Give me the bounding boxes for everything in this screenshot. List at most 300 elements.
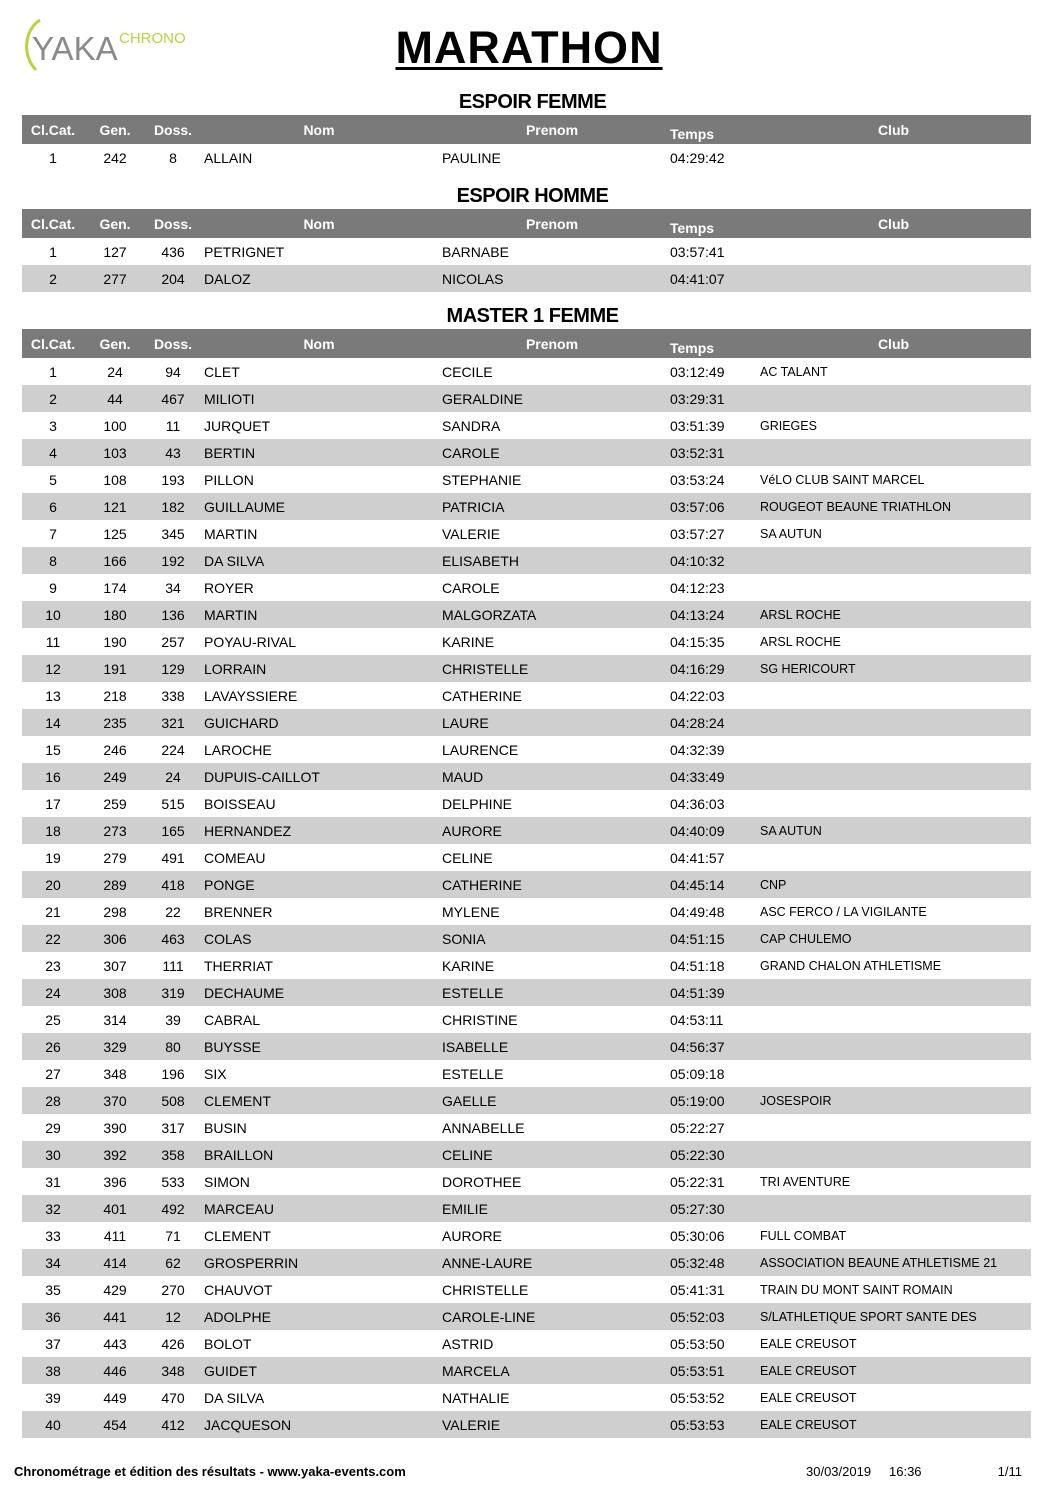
cell-doss: 43 — [146, 439, 200, 466]
cell-nom: CHAUVOT — [204, 1281, 273, 1298]
cell-prenom: NICOLAS — [438, 265, 666, 292]
cell-gen: 259 — [103, 795, 127, 812]
cell-temps: 04:16:29 — [666, 655, 756, 682]
table-row — [22, 1222, 1031, 1249]
cell-clcat: 32 — [22, 1195, 84, 1222]
cell-prenom: CHRISTELLE — [438, 655, 666, 682]
cell-nom: SIMON — [204, 1173, 250, 1190]
cell-temps: 04:36:03 — [670, 795, 725, 812]
cell-doss: 463 — [146, 925, 200, 952]
table-row — [22, 628, 1031, 655]
cell-nom: JACQUESON — [200, 1411, 438, 1438]
cell-temps: 04:51:39 — [666, 979, 756, 1006]
cell-club: GRIEGES — [760, 418, 817, 433]
cell-prenom: ESTELLE — [438, 979, 666, 1006]
cell-clcat: 35 — [45, 1281, 61, 1298]
footer-time: 16:36 — [889, 1464, 922, 1479]
table-row — [22, 1168, 1031, 1195]
cell-clcat: 1 — [49, 243, 57, 260]
cell-prenom: LAURENCE — [442, 741, 519, 758]
cell-doss: 129 — [146, 655, 200, 682]
cell-clcat: 30 — [22, 1141, 84, 1168]
table-row — [22, 898, 1031, 925]
cell-clcat: 14 — [22, 709, 84, 736]
cell-club: FULL COMBAT — [760, 1228, 847, 1243]
cell-nom: THERRIAT — [204, 957, 273, 974]
cell-nom: HERNANDEZ — [200, 817, 438, 844]
cell-clcat: 37 — [45, 1335, 61, 1352]
cell-prenom: KARINE — [442, 633, 495, 650]
cell-gen: 246 — [103, 741, 127, 758]
table-row — [22, 265, 1031, 292]
cell-nom: CLEMENT — [204, 1227, 271, 1244]
cell-clcat: 3 — [49, 417, 57, 434]
cell-doss: 111 — [162, 957, 184, 974]
cell-gen: 414 — [84, 1249, 146, 1276]
cell-prenom: MALGORZATA — [438, 601, 666, 628]
cell-gen: 329 — [84, 1033, 146, 1060]
column-header-prenom: Prenom — [438, 115, 666, 144]
cell-temps: 05:22:27 — [670, 1119, 725, 1136]
cell-clcat: 11 — [45, 633, 61, 650]
table-row — [22, 1384, 1031, 1411]
cell-gen: 24 — [107, 363, 123, 380]
cell-clcat: 1 — [49, 149, 57, 166]
cell-temps: 04:33:49 — [666, 763, 756, 790]
cell-doss: 80 — [146, 1033, 200, 1060]
cell-prenom: PATRICIA — [438, 493, 666, 520]
table-row — [22, 574, 1031, 601]
cell-temps: 04:15:35 — [670, 633, 725, 650]
cell-club — [756, 265, 1031, 292]
cell-temps: 05:53:50 — [670, 1335, 725, 1352]
cell-nom: CLET — [204, 363, 240, 380]
cell-clcat: 24 — [22, 979, 84, 1006]
cell-temps: 03:57:27 — [670, 525, 725, 542]
cell-nom: GROSPERRIN — [200, 1249, 438, 1276]
cell-club: ASSOCIATION BEAUNE ATHLETISME 21 — [756, 1249, 1031, 1276]
cell-prenom: ESTELLE — [442, 1065, 504, 1082]
cell-gen: 392 — [84, 1141, 146, 1168]
cell-club — [756, 1006, 1031, 1033]
cell-club — [756, 439, 1031, 466]
cell-doss: 426 — [161, 1335, 185, 1352]
cell-club: EALE CREUSOT — [756, 1411, 1031, 1438]
column-header-clcat: Cl.Cat. — [22, 329, 84, 358]
cell-temps: 05:27:30 — [666, 1195, 756, 1222]
cell-nom: COLAS — [200, 925, 438, 952]
table-row — [22, 1033, 1031, 1060]
cell-doss: 182 — [146, 493, 200, 520]
cell-doss: 317 — [161, 1119, 185, 1136]
cell-club — [756, 144, 1031, 171]
cell-club: ARSL ROCHE — [760, 634, 841, 649]
cell-nom: LAVAYSSIERE — [204, 687, 298, 704]
table-row — [22, 520, 1031, 547]
cell-prenom: MYLENE — [442, 903, 500, 920]
column-header-doss: Doss. — [146, 329, 200, 358]
cell-gen: 401 — [84, 1195, 146, 1222]
cell-prenom: VALERIE — [442, 525, 501, 542]
cell-doss: 515 — [161, 795, 185, 812]
logo-main-text: YAKA — [32, 30, 118, 67]
cell-temps: 05:30:06 — [670, 1227, 725, 1244]
cell-temps: 04:13:24 — [666, 601, 756, 628]
cell-club: ARSL ROCHE — [756, 601, 1031, 628]
table-row — [22, 144, 1031, 171]
column-header-club: Club — [756, 329, 1031, 358]
cell-clcat: 13 — [45, 687, 61, 704]
logo-sup-text: CHRONO — [119, 30, 186, 47]
cell-club: SA AUTUN — [756, 817, 1031, 844]
cell-club — [756, 385, 1031, 412]
cell-gen: 191 — [84, 655, 146, 682]
column-header-temps: Temps — [666, 209, 756, 238]
cell-club — [756, 1114, 1031, 1141]
cell-clcat: 31 — [45, 1173, 61, 1190]
cell-gen: 235 — [84, 709, 146, 736]
cell-prenom: DOROTHEE — [442, 1173, 522, 1190]
cell-doss: 193 — [161, 471, 185, 488]
cell-temps: 04:41:07 — [666, 265, 756, 292]
cell-nom: DA SILVA — [204, 1389, 265, 1406]
column-header-prenom: Prenom — [438, 329, 666, 358]
table-row — [22, 1357, 1031, 1384]
cell-nom: PONGE — [200, 871, 438, 898]
cell-temps: 05:53:52 — [670, 1389, 725, 1406]
table-row — [22, 1276, 1031, 1303]
cell-doss: 436 — [161, 243, 185, 260]
cell-gen: 348 — [103, 1065, 127, 1082]
table-row — [22, 709, 1031, 736]
table-row — [22, 790, 1031, 817]
cell-temps: 04:53:11 — [670, 1011, 724, 1028]
cell-nom: CLEMENT — [200, 1087, 438, 1114]
cell-temps: 04:22:03 — [670, 687, 725, 704]
cell-gen: 298 — [103, 903, 127, 920]
cell-prenom: CAROLE-LINE — [438, 1303, 666, 1330]
cell-club: EALE CREUSOT — [760, 1336, 857, 1351]
table-row — [22, 412, 1031, 439]
results-table — [22, 115, 1031, 171]
cell-prenom: ASTRID — [442, 1335, 494, 1352]
cell-temps: 05:22:30 — [666, 1141, 756, 1168]
cell-temps: 03:52:31 — [666, 439, 756, 466]
cell-gen: 273 — [84, 817, 146, 844]
cell-doss: 8 — [169, 149, 177, 166]
cell-doss: 508 — [146, 1087, 200, 1114]
cell-club: GRAND CHALON ATHLETISME — [760, 958, 942, 973]
cell-temps: 05:41:31 — [670, 1281, 725, 1298]
cell-doss: 165 — [146, 817, 200, 844]
cell-clcat: 20 — [22, 871, 84, 898]
cell-club — [756, 238, 1031, 265]
cell-club — [756, 1141, 1031, 1168]
cell-temps: 04:29:42 — [670, 149, 725, 166]
cell-gen: 443 — [103, 1335, 127, 1352]
table-row — [22, 358, 1031, 385]
cell-club: S/LATHLETIQUE SPORT SANTE DES — [756, 1303, 1031, 1330]
cell-club — [756, 1033, 1031, 1060]
column-header-nom: Nom — [200, 209, 438, 238]
cell-doss: 470 — [161, 1389, 185, 1406]
cell-gen: 307 — [103, 957, 127, 974]
cell-clcat: 33 — [45, 1227, 61, 1244]
cell-gen: 249 — [84, 763, 146, 790]
cell-prenom: BARNABE — [442, 243, 509, 260]
table-row — [22, 736, 1031, 763]
cell-prenom: ANNABELLE — [442, 1119, 525, 1136]
cell-clcat: 4 — [22, 439, 84, 466]
cell-club: SG HERICOURT — [756, 655, 1031, 682]
section-title: ESPOIR FEMME — [458, 91, 607, 113]
page-title: MARATHON — [395, 22, 663, 73]
cell-prenom: CATHERINE — [438, 871, 666, 898]
cell-club: AC TALANT — [760, 364, 828, 379]
cell-doss: 34 — [165, 579, 181, 596]
cell-gen: 411 — [103, 1227, 127, 1244]
cell-gen: 308 — [84, 979, 146, 1006]
cell-club: CNP — [756, 871, 1031, 898]
cell-nom: BERTIN — [200, 439, 438, 466]
cell-clcat: 6 — [22, 493, 84, 520]
cell-temps: 03:12:49 — [670, 363, 725, 380]
footer-page-number: 1/11 — [997, 1464, 1022, 1479]
table-row — [22, 238, 1031, 265]
table-row — [22, 1411, 1031, 1438]
table-header-row — [22, 115, 1031, 144]
table-row — [22, 1006, 1031, 1033]
cell-prenom: ELISABETH — [438, 547, 666, 574]
cell-clcat: 22 — [22, 925, 84, 952]
section-title: ESPOIR HOMME — [456, 185, 609, 207]
cell-clcat: 28 — [22, 1087, 84, 1114]
table-row — [22, 871, 1031, 898]
cell-doss: 12 — [146, 1303, 200, 1330]
cell-doss: 418 — [146, 871, 200, 898]
cell-nom: PILLON — [204, 471, 254, 488]
column-header-prenom: Prenom — [438, 209, 666, 238]
table-row — [22, 547, 1031, 574]
cell-prenom: MAUD — [438, 763, 666, 790]
cell-prenom: EMILIE — [438, 1195, 666, 1222]
cell-clcat: 34 — [22, 1249, 84, 1276]
cell-clcat: 39 — [45, 1389, 61, 1406]
cell-nom: BUYSSE — [200, 1033, 438, 1060]
cell-prenom: VALERIE — [438, 1411, 666, 1438]
cell-doss: 204 — [146, 265, 200, 292]
table-row — [22, 817, 1031, 844]
section-title: MASTER 1 FEMME — [446, 305, 619, 327]
cell-temps: 03:57:41 — [670, 243, 725, 260]
cell-gen: 279 — [103, 849, 127, 866]
cell-clcat: 21 — [45, 903, 61, 920]
cell-clcat: 7 — [49, 525, 57, 542]
cell-club — [756, 736, 1031, 763]
cell-doss: 491 — [161, 849, 185, 866]
cell-club — [756, 709, 1031, 736]
cell-gen: 277 — [84, 265, 146, 292]
column-header-doss: Doss. — [146, 209, 200, 238]
cell-clcat: 1 — [49, 363, 57, 380]
cell-clcat: 2 — [22, 385, 84, 412]
section-espoir-femme — [22, 89, 1031, 171]
table-row — [22, 1330, 1031, 1357]
cell-nom: BOLOT — [204, 1335, 252, 1352]
cell-clcat: 5 — [49, 471, 57, 488]
cell-prenom: GAELLE — [438, 1087, 666, 1114]
cell-prenom: DELPHINE — [442, 795, 513, 812]
cell-club — [756, 844, 1031, 871]
cell-gen: 289 — [84, 871, 146, 898]
cell-clcat: 2 — [22, 265, 84, 292]
column-header-doss: Doss. — [146, 115, 200, 144]
cell-club — [756, 763, 1031, 790]
cell-club: ASC FERCO / LA VIGILANTE — [760, 904, 927, 919]
cell-doss: 338 — [161, 687, 185, 704]
cell-temps: 03:51:39 — [670, 417, 725, 434]
cell-gen: 174 — [103, 579, 127, 596]
cell-temps: 04:28:24 — [666, 709, 756, 736]
cell-clcat: 36 — [22, 1303, 84, 1330]
cell-nom: ADOLPHE — [200, 1303, 438, 1330]
cell-nom: BRAILLON — [200, 1141, 438, 1168]
footer-credit: Chronométrage et édition des résultats - www.yaka-events.com — [14, 1464, 406, 1479]
cell-doss: 348 — [146, 1357, 200, 1384]
cell-doss: 358 — [146, 1141, 200, 1168]
cell-prenom: ISABELLE — [438, 1033, 666, 1060]
cell-club: ROUGEOT BEAUNE TRIATHLON — [756, 493, 1031, 520]
table-row — [22, 1087, 1031, 1114]
cell-gen: 103 — [84, 439, 146, 466]
cell-nom: MARTIN — [200, 601, 438, 628]
cell-doss: 94 — [165, 363, 181, 380]
cell-club: TRAIN DU MONT SAINT ROMAIN — [760, 1282, 953, 1297]
table-row — [22, 493, 1031, 520]
cell-temps: 05:52:03 — [666, 1303, 756, 1330]
table-row — [22, 1060, 1031, 1087]
cell-doss: 467 — [146, 385, 200, 412]
cell-nom: COMEAU — [204, 849, 266, 866]
table-row — [22, 601, 1031, 628]
table-row — [22, 1249, 1031, 1276]
cell-gen: 100 — [103, 417, 127, 434]
cell-gen: 190 — [103, 633, 127, 650]
cell-club — [756, 790, 1031, 817]
cell-prenom: STEPHANIE — [442, 471, 522, 488]
section-master-1-femme — [22, 303, 1031, 1438]
column-header-nom: Nom — [200, 329, 438, 358]
cell-prenom: SONIA — [438, 925, 666, 952]
cell-temps: 05:32:48 — [666, 1249, 756, 1276]
cell-nom: JURQUET — [204, 417, 271, 434]
cell-temps: 04:10:32 — [666, 547, 756, 574]
cell-nom: POYAU-RIVAL — [204, 633, 297, 650]
cell-gen: 441 — [84, 1303, 146, 1330]
cell-temps: 05:19:00 — [666, 1087, 756, 1114]
cell-temps: 04:40:09 — [666, 817, 756, 844]
table-header-row — [22, 329, 1031, 358]
cell-prenom: SANDRA — [442, 417, 501, 434]
cell-nom: GUICHARD — [200, 709, 438, 736]
table-row — [22, 682, 1031, 709]
cell-prenom: CHRISTELLE — [442, 1281, 529, 1298]
cell-clcat: 10 — [22, 601, 84, 628]
cell-nom: MARTIN — [204, 525, 258, 542]
cell-temps: 05:09:18 — [670, 1065, 725, 1082]
table-row — [22, 979, 1031, 1006]
cell-nom: BOISSEAU — [204, 795, 276, 812]
column-header-club: Club — [756, 209, 1031, 238]
page-footer — [14, 1464, 1022, 1484]
cell-gen: 166 — [84, 547, 146, 574]
table-row — [22, 655, 1031, 682]
column-header-temps: Temps — [666, 329, 756, 358]
cell-gen: 390 — [103, 1119, 127, 1136]
cell-doss: 321 — [146, 709, 200, 736]
cell-doss: 345 — [161, 525, 185, 542]
cell-gen: 454 — [84, 1411, 146, 1438]
column-header-nom: Nom — [200, 115, 438, 144]
table-row — [22, 1195, 1031, 1222]
cell-gen: 125 — [103, 525, 127, 542]
column-header-clcat: Cl.Cat. — [22, 209, 84, 238]
cell-doss: 319 — [146, 979, 200, 1006]
cell-prenom: GERALDINE — [438, 385, 666, 412]
cell-temps: 03:53:24 — [670, 471, 725, 488]
cell-temps: 04:32:39 — [670, 741, 725, 758]
cell-gen: 396 — [103, 1173, 127, 1190]
cell-temps: 05:53:53 — [666, 1411, 756, 1438]
cell-nom: GUIDET — [200, 1357, 438, 1384]
cell-temps: 04:12:23 — [670, 579, 725, 596]
cell-nom: SIX — [204, 1065, 227, 1082]
cell-prenom: CAROLE — [438, 439, 666, 466]
cell-prenom: KARINE — [442, 957, 495, 974]
cell-prenom: CHRISTINE — [442, 1011, 518, 1028]
column-header-clcat: Cl.Cat. — [22, 115, 84, 144]
cell-doss: 62 — [146, 1249, 200, 1276]
cell-temps: 03:29:31 — [666, 385, 756, 412]
cell-nom: DA SILVA — [200, 547, 438, 574]
cell-clcat: 17 — [45, 795, 61, 812]
cell-gen: 446 — [84, 1357, 146, 1384]
cell-nom: ROYER — [204, 579, 254, 596]
table-row — [22, 952, 1031, 979]
cell-temps: 04:56:37 — [666, 1033, 756, 1060]
cell-doss: 270 — [161, 1281, 185, 1298]
cell-nom: LORRAIN — [200, 655, 438, 682]
cell-prenom: ANNE-LAURE — [438, 1249, 666, 1276]
cell-doss: 24 — [146, 763, 200, 790]
cell-gen: 121 — [84, 493, 146, 520]
cell-clcat: 19 — [45, 849, 61, 866]
results-table — [22, 329, 1031, 1438]
cell-gen: 218 — [103, 687, 127, 704]
cell-gen: 242 — [103, 149, 127, 166]
table-row — [22, 844, 1031, 871]
table-row — [22, 763, 1031, 790]
footer-date: 30/03/2019 — [806, 1464, 872, 1479]
table-row — [22, 1303, 1031, 1330]
cell-club — [756, 682, 1031, 709]
cell-prenom: AURORE — [438, 817, 666, 844]
cell-clcat: 38 — [22, 1357, 84, 1384]
cell-club — [756, 1060, 1031, 1087]
cell-temps: 04:49:48 — [670, 903, 725, 920]
table-row — [22, 1114, 1031, 1141]
column-header-temps: Temps — [666, 115, 756, 144]
